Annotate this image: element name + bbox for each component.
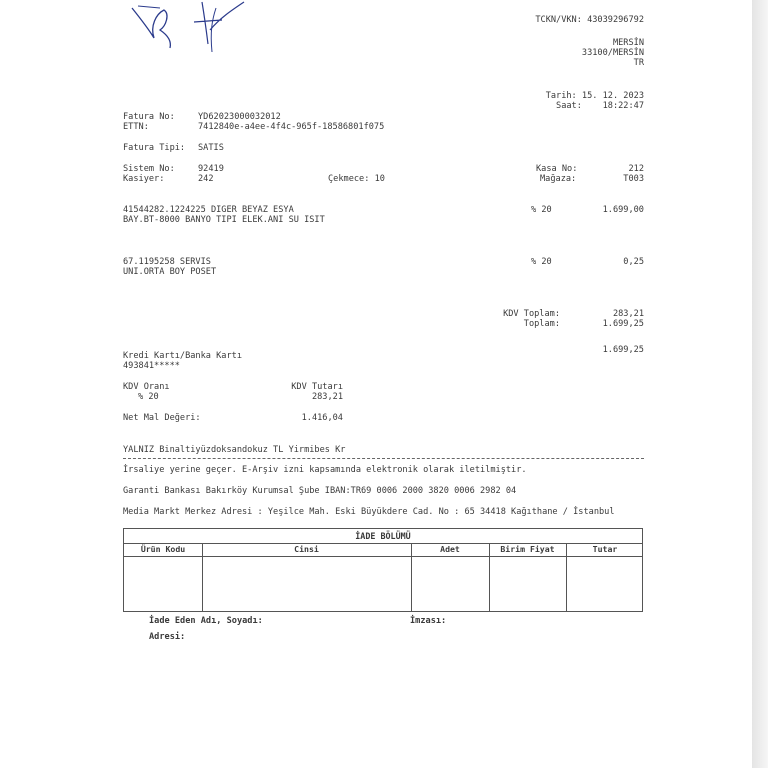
cekmece: Çekmece: 10 [328,174,385,184]
magaza-value: T003 [623,174,644,184]
item-2-vat: % 20 [531,257,552,267]
returner-address-label: Adresi: [149,632,186,642]
payment-method: Kredi Kartı/Banka Kartı [123,351,242,361]
vat-rate-value: % 20 [138,392,159,402]
invoice-no-label: Fatura No: [123,112,175,122]
paid-amount: 1.699,25 [602,345,644,355]
return-table-title: İADE BÖLÜMÜ [124,529,642,544]
bank-info: Garanti Bankası Bakırköy Kurumsal Şube IBAN:TR69 0006 2000 3820 0006 2982 04 [123,486,517,496]
magaza-label: Mağaza: [540,174,577,184]
kasiyer-value: 242 [198,174,214,184]
signature-label: İmzası: [410,616,447,626]
kasa-no-value: 212 [628,164,644,174]
return-table [123,528,643,612]
item-1-vat: % 20 [531,205,552,215]
amount-in-words: YALNIZ Binaltiyüzdoksandokuz TL Yirmibes Kr [123,445,346,455]
seller-tax-id: TCKN/VKN: 43039296792 [535,15,644,25]
kasiyer-label: Kasiyer: [123,174,165,184]
item-2-desc: UNI.ORTA BOY POSET [123,267,217,277]
card-number: 493841***** [123,361,180,371]
hq-address: Media Markt Merkez Adresi : Yeşilce Mah. Eski Büyükdere Cad. No : 65 34418 Kağıthane / İstanbul [123,507,615,517]
kasa-no-label: Kasa No: [536,164,578,174]
kdv-total-value: 283,21 [612,309,644,319]
seller-postal: 33100/MERSİN [581,48,644,58]
item-1-amount: 1.699,00 [602,205,644,215]
invoice-type-value: SATIS [198,143,224,153]
col-header-cinsi: Cinsi [294,544,319,554]
vat-amount-label: KDV Tutarı [291,382,343,392]
returner-name-label: İade Eden Adı, Soyadı: [149,616,263,626]
invoice-time: Saat: 18:22:47 [556,101,644,111]
item-2-amount: 0,25 [623,257,644,267]
invoice-no-value: YD62023000032012 [198,112,281,122]
total-value: 1.699,25 [602,319,644,329]
vat-amount-value: 283,21 [311,392,343,402]
sistem-no-value: 92419 [198,164,224,174]
invoice-date: Tarih: 15. 12. 2023 [545,91,644,101]
page-edge [752,0,768,768]
seller-country: TR [633,58,644,68]
col-header-adet: Adet [440,544,460,554]
sistem-no-label: Sistem No: [123,164,175,174]
item-1-desc: BAY.BT-8000 BANYO TIPI ELEK.ANI SU ISIT [123,215,325,225]
handwritten-signature [120,0,270,60]
col-header-birim-fiyat: Birim Fiyat [500,544,555,554]
total-label: Toplam: [523,319,560,329]
item-2-code: 67.1195258 SERVIS [123,257,211,267]
item-1-code: 41544282.1224225 DIGER BEYAZ ESYA [123,205,294,215]
ettn-value: 7412840e-a4ee-4f4c-965f-18586801f075 [198,122,385,132]
ettn-label: ETTN: [123,122,149,132]
seller-city: MERSİN [612,38,644,48]
dashed-divider [123,458,644,459]
net-value-label: Net Mal Değeri: [123,413,201,423]
kdv-total-label: KDV Toplam: [503,309,560,319]
col-header-urun-kodu: Ürün Kodu [140,544,186,554]
vat-rate-label: KDV Oranı [123,382,170,392]
col-header-tutar: Tutar [592,544,618,554]
e-archive-note: İrsaliye yerine geçer. E-Arşiv izni kapsamında elektronik olarak iletilmiştir. [123,465,527,475]
net-value-amount: 1.416,04 [301,413,343,423]
invoice-type-label: Fatura Tipi: [123,143,186,153]
